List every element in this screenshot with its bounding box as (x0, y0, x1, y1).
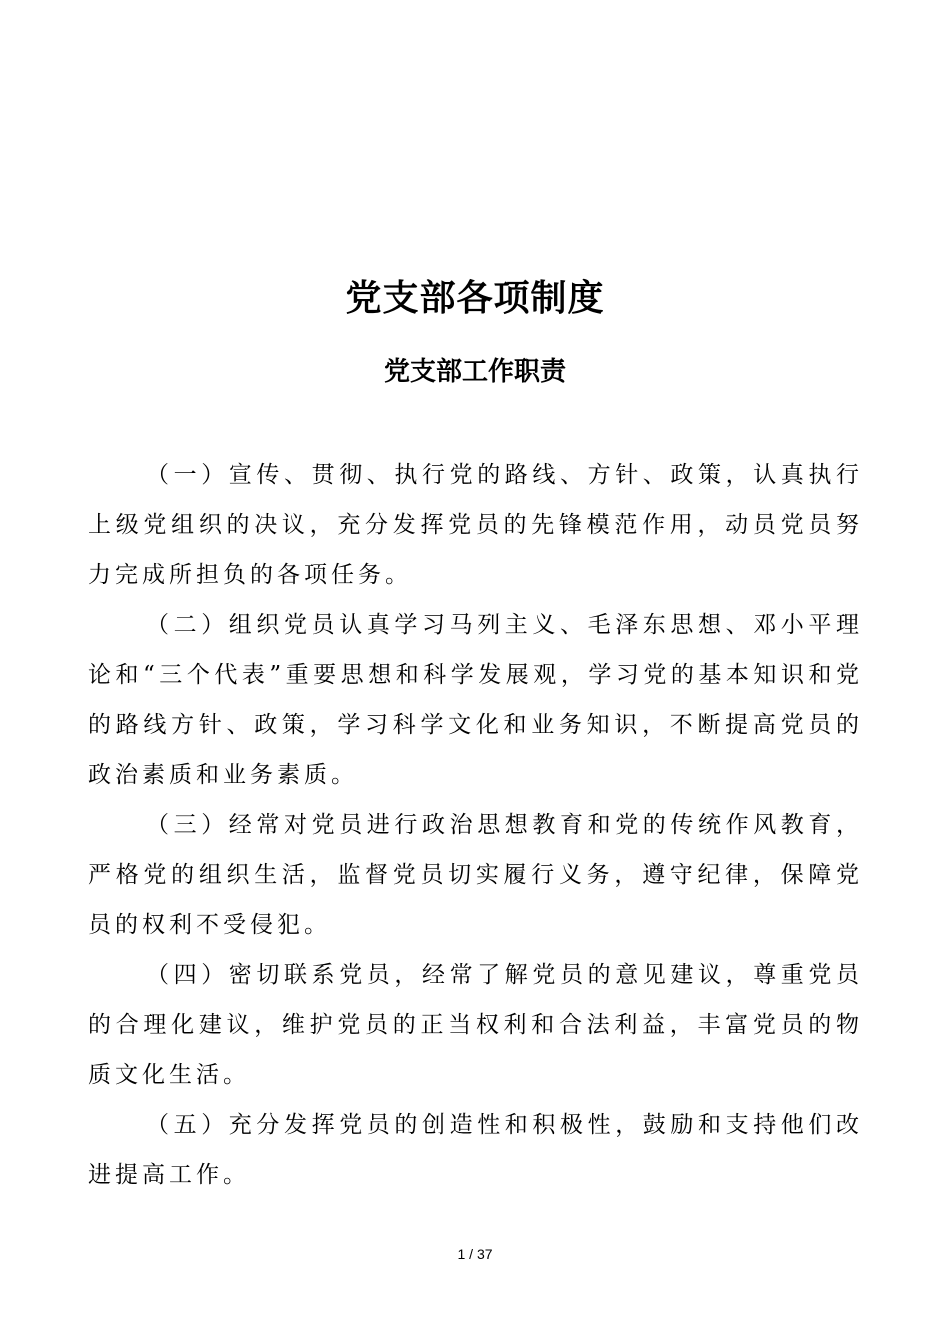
document-title: 党支部各项制度 (345, 277, 605, 319)
section-heading: 党支部工作职责 (383, 357, 566, 387)
paragraph-2: （二）组织党员认真学习马列主义、毛泽东思想、邓小平理论和“三个代表”重要思想和科学发展观，学习党的基本知识和党的路线方针、政策，学习科学文化和业务知识，不断提高党员的政治素质和业务素质。 (88, 612, 863, 788)
document-body (88, 450, 863, 1200)
paragraph-1: （一）宣传、贯彻、执行党的路线、方针、政策，认真执行上级党组织的决议，充分发挥党员的先锋模范作用，动员党员努力完成所担负的各项任务。 (88, 462, 863, 588)
page-number: 1 / 37 (457, 1246, 493, 1262)
paragraph-3: （三）经常对党员进行政治思想教育和党的传统作风教育，严格党的组织生活，监督党员切实履行义务，遵守纪律，保障党员的权利不受侵犯。 (88, 812, 863, 938)
paragraph-5: （五）充分发挥党员的创造性和积极性，鼓励和支持他们改进提高工作。 (88, 1112, 863, 1188)
paragraph-4: （四）密切联系党员，经常了解党员的意见建议，尊重党员的合理化建议，维护党员的正当权利和合法利益，丰富党员的物质文化生活。 (88, 962, 863, 1088)
